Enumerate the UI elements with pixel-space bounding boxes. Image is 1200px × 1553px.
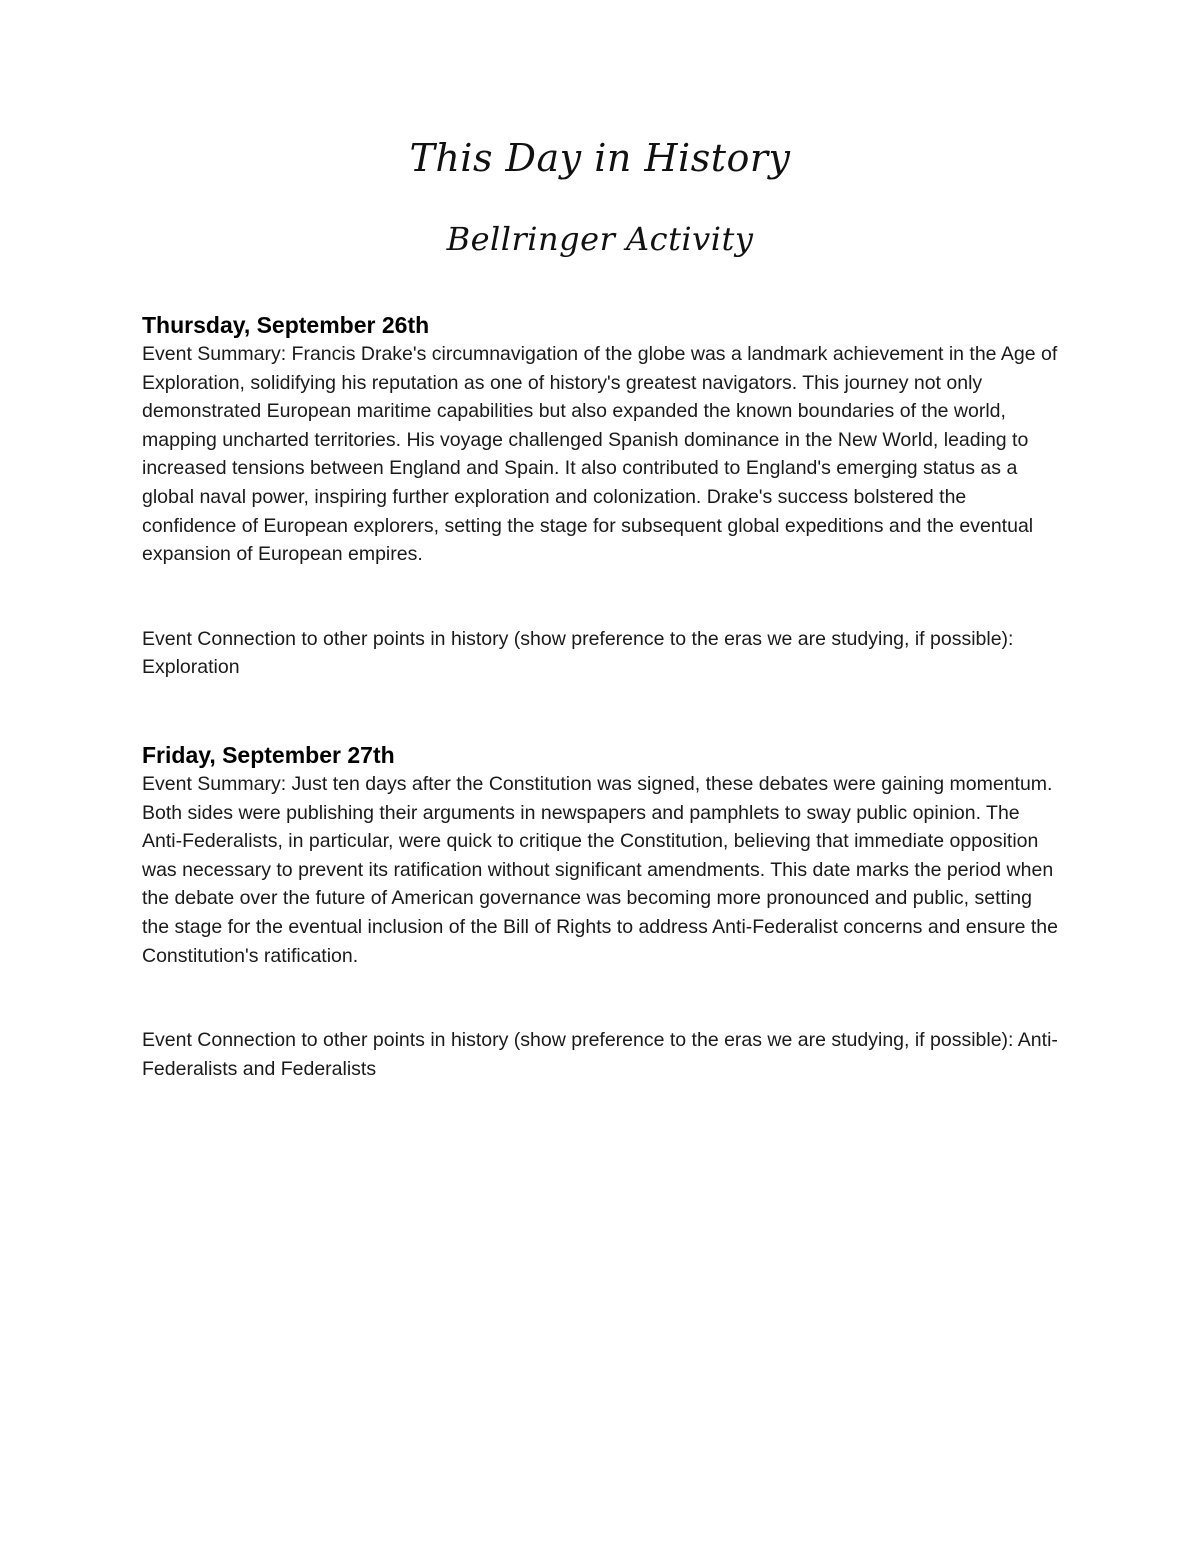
document-body (142, 310, 1062, 1083)
document-title: This Day in History (409, 136, 791, 180)
entry-friday (142, 740, 1062, 1083)
entry-day-heading: Thursday, September 26th (142, 312, 430, 338)
spacer (142, 682, 1062, 740)
event-summary: Event Summary: Francis Drake's circumnavigation of the globe was a landmark achievement in the Age of Exploration, solidifying his reputation as one of history's greatest navigators. This journey not only demonstrated European maritime capabilities but also expanded the known boundaries of the world, mapping uncharted territories. His voyage challenged Spanish dominance in the New World, leading to increased tensions between England and Spain. It also contributed to England's emerging status as a global naval power, inspiring further exploration and colonization. Drake's success bolstered the confidence of European explorers, setting the stage for subsequent global expeditions and the eventual expansion of European empires. (142, 343, 1058, 566)
entry-thursday (142, 310, 1062, 682)
event-connection: Event Connection to other points in history (show preference to the eras we are studying, if possible): Exploration (142, 627, 1014, 679)
event-summary: Event Summary: Just ten days after the Constitution was signed, these debates were gaining momentum. Both sides were publishing their arguments in newspapers and pamphlets to sway public opinion. The Anti-Federalists, in particular, were quick to critique the Constitution, believing that immediate opposition was necessary to prevent its ratification without significant amendments. This date marks the period when the debate over the future of American governance was becoming more pronounced and public, setting the stage for the eventual inclusion of the Bill of Rights to address Anti-Federalist concerns and ensure the Constitution's ratification. (142, 772, 1058, 967)
document-subtitle: Bellringer Activity (446, 220, 754, 258)
spacer (142, 970, 1062, 1026)
entry-day-heading: Friday, September 27th (142, 741, 395, 768)
event-connection: Event Connection to other points in history (show preference to the eras we are studying, if possible): Anti-Federalists and Federalists (142, 1029, 1058, 1080)
spacer (142, 569, 1062, 625)
